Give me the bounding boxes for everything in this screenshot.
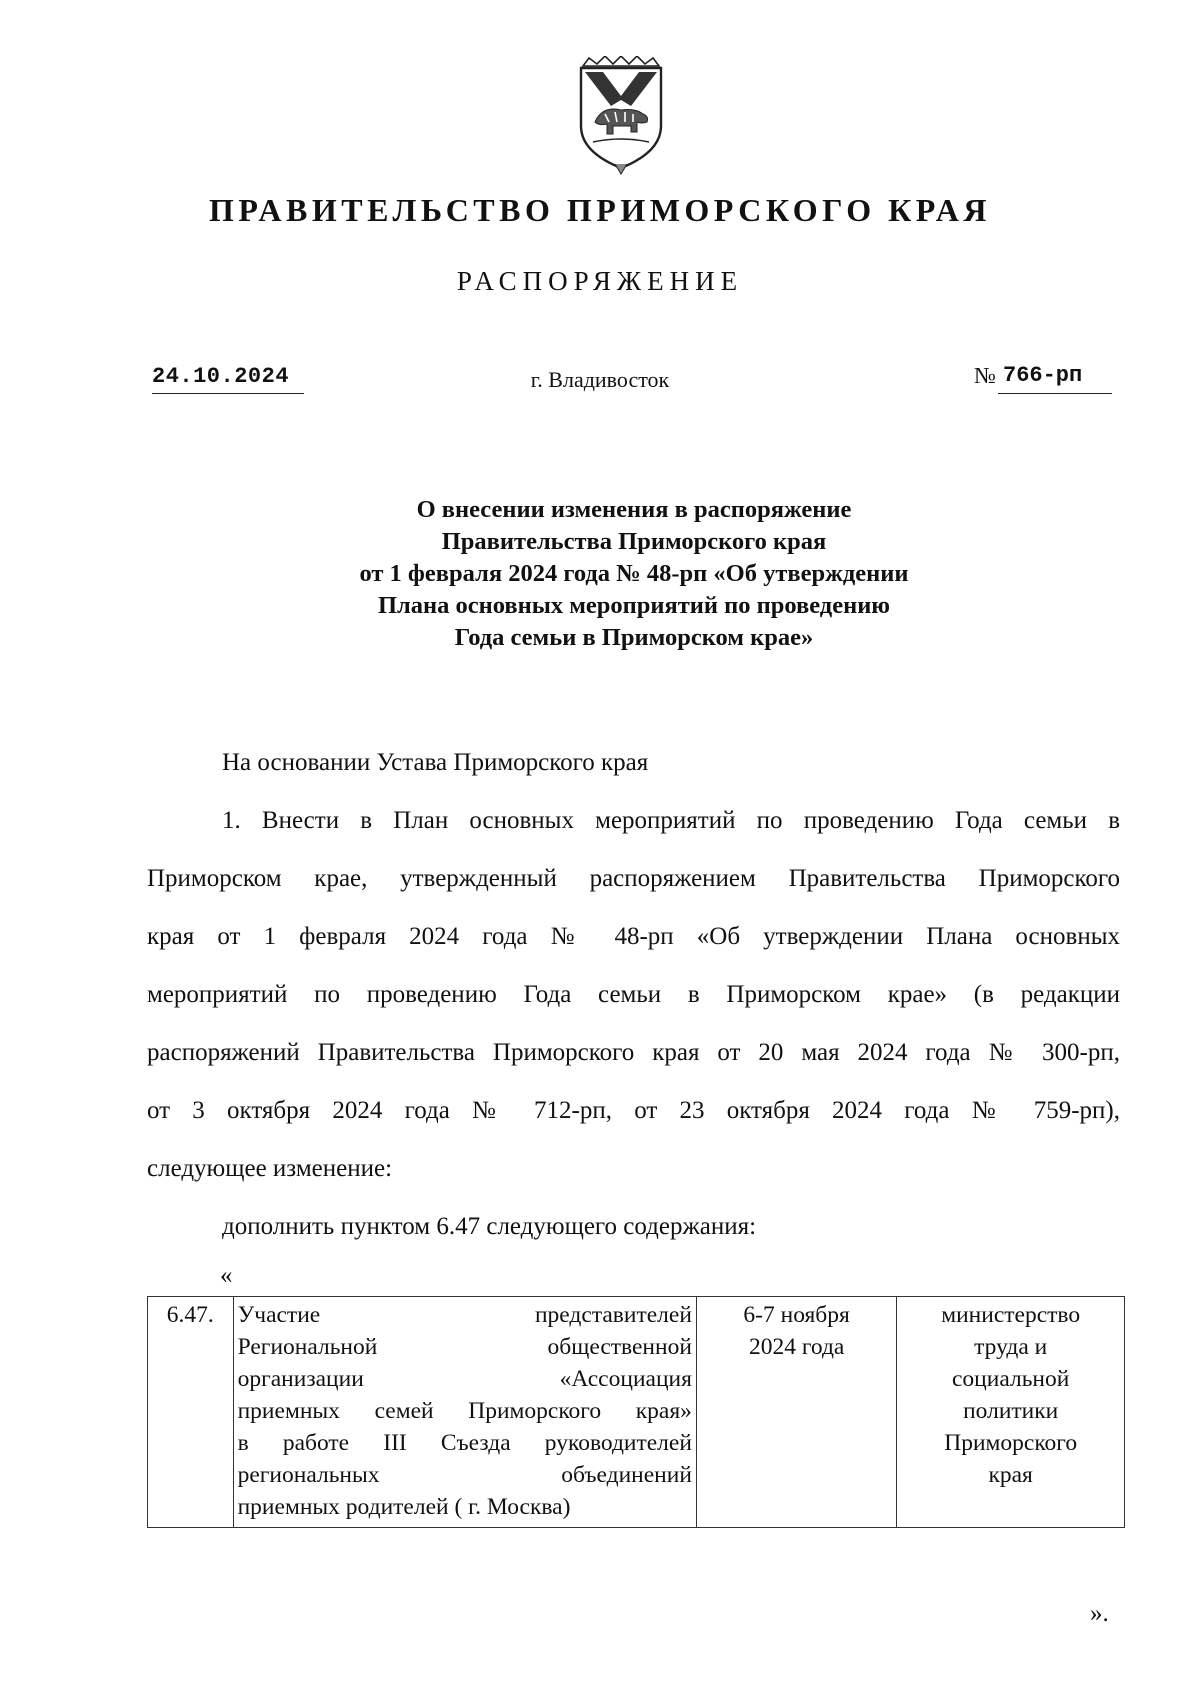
item1-line: от 3 октября 2024 года № 712-рп, от 23 октября 2024 года № 759-рп), [147, 1097, 1120, 1124]
responsible-line: социальной [952, 1366, 1070, 1392]
item-responsible-cell [897, 1297, 1125, 1528]
responsible-line: министерство [941, 1302, 1081, 1328]
item1-line: следующее изменение: [147, 1155, 393, 1182]
document-subject [0, 494, 1200, 654]
basis-paragraph: На основании Устава Приморского края [222, 749, 649, 776]
document-city: г. Владивосток [530, 367, 670, 392]
description-line: Участие представителей [237, 1302, 692, 1328]
addition-paragraph: дополнить пунктом 6.47 следующего содержания: [222, 1213, 757, 1240]
table-row [148, 1297, 1125, 1528]
description-line: организации «Ассоциация [237, 1366, 692, 1392]
item-number-cell [148, 1297, 234, 1528]
subject-line: О внесении изменения в распоряжение [416, 496, 852, 523]
document-date: 24.10.2024 [152, 364, 290, 389]
item1-line: Приморском крае, утвержденный распоряжением Правительства Приморского [147, 865, 1120, 892]
inserted-item-table [147, 1296, 1125, 1528]
subject-line: от 1 февраля 2024 года № 48-рп «Об утверждении [359, 560, 909, 587]
coat-of-arms-icon [575, 56, 667, 176]
item1-line: распоряжений Правительства Приморского края от 20 мая 2024 года № 300-рп, [147, 1039, 1120, 1066]
government-title: ПРАВИТЕЛЬСТВО ПРИМОРСКОГО КРАЯ [209, 192, 991, 228]
description-line: Региональной общественной [237, 1334, 692, 1360]
quote-close: ». [1090, 1600, 1109, 1627]
responsible-line: Приморского [944, 1430, 1078, 1456]
number-label: № [974, 363, 996, 388]
subject-line: Правительства Приморского края [441, 528, 827, 555]
responsible-line: политики [963, 1398, 1059, 1424]
description-line: приемных родителей ( г. Москва) [237, 1494, 571, 1520]
date-line: 2024 года [748, 1334, 845, 1360]
item1-line: 1. Внести в План основных мероприятий по проведению Года семьи в [222, 807, 1120, 834]
quote-open: « [220, 1262, 233, 1289]
item1-line: мероприятий по проведению Года семьи в Приморском крае» (в редакции [147, 981, 1120, 1008]
responsible-line: труда и [974, 1334, 1048, 1360]
description-line: приемных семей Приморского края» [237, 1398, 692, 1424]
date-line: 6-7 ноября [743, 1302, 850, 1328]
description-line: региональных объединений [237, 1462, 692, 1488]
item-date-cell [696, 1297, 896, 1528]
item1-line: края от 1 февраля 2024 года № 48-рп «Об утверждении Плана основных [147, 923, 1120, 950]
description-line: в работе III Съезда руководителей [237, 1430, 692, 1456]
subject-line: Года семьи в Приморском крае» [454, 624, 814, 651]
number-underline [998, 393, 1112, 394]
document-number: 766-рп [1003, 363, 1083, 388]
subject-line: Плана основных мероприятий по проведению [377, 592, 891, 619]
item-description-cell [233, 1297, 696, 1528]
date-underline [152, 393, 304, 394]
responsible-line: края [988, 1462, 1033, 1488]
document-type: РАСПОРЯЖЕНИЕ [456, 266, 744, 296]
item-number: 6.47. [166, 1302, 214, 1328]
